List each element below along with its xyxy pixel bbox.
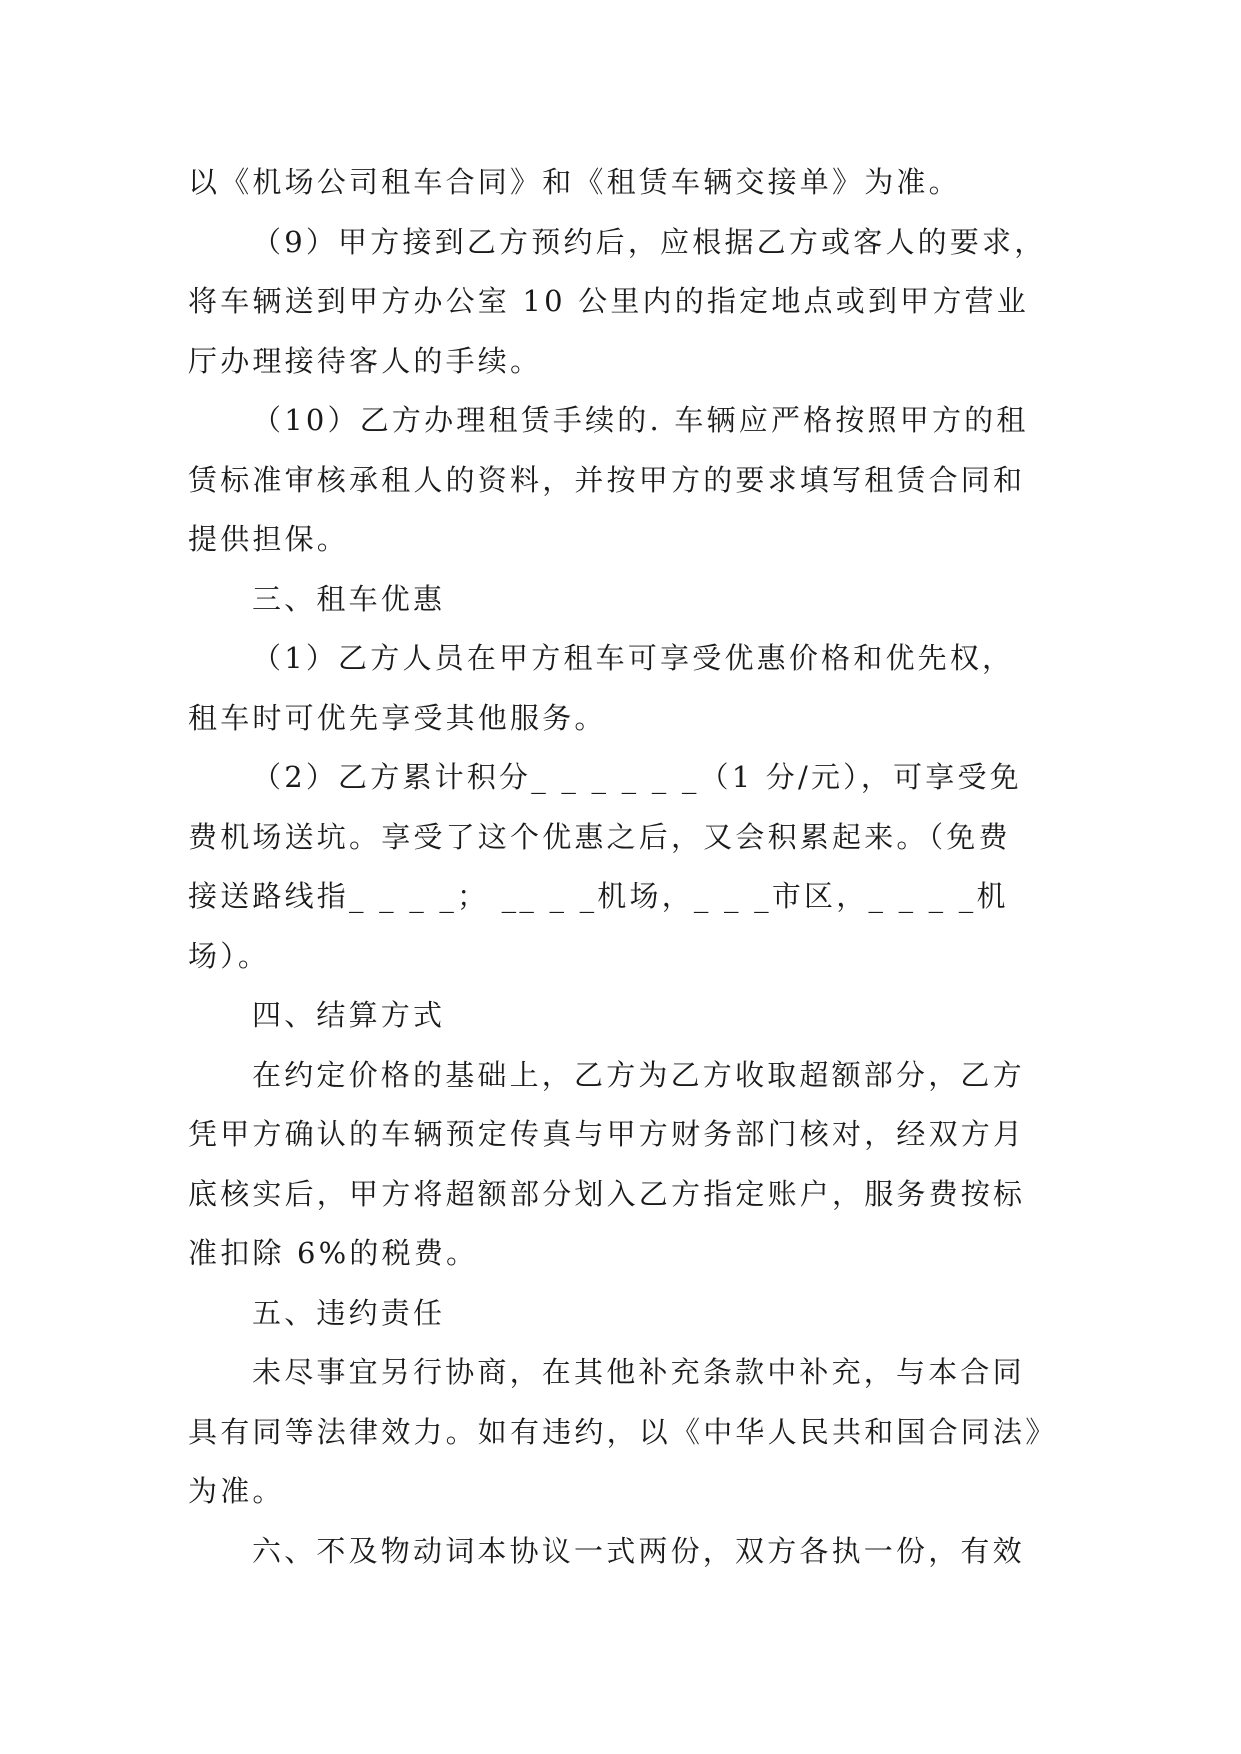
text-line: 赁标准审核承租人的资料，并按甲方的要求填写租赁合同和 — [188, 462, 1026, 497]
text-line: 厅办理接待客人的手续。 — [188, 343, 543, 378]
text-line: 凭甲方确认的车辆预定传真与甲方财务部门核对，经双方月 — [188, 1117, 1026, 1151]
clause-10-line: （10）乙方办理租赁手续的. 车辆应严格按照甲方的租 — [252, 403, 1029, 437]
text-line: 提供担保。 — [188, 522, 350, 556]
section-heading-copies: 六、不及物动词本协议一式两份，双方各执一份，有效 — [252, 1533, 1025, 1568]
text-line: 具有同等法律效力。如有违约，以《中华人民共和国合同法》 — [188, 1414, 1058, 1449]
text-line: 以《机场公司租车合同》和《租赁车辆交接单》为准。 — [188, 165, 961, 199]
section-heading-rental-discount: 三、租车优惠 — [252, 581, 446, 616]
text-line: 场）。 — [188, 938, 271, 973]
clause-2-line: （2）乙方累计积分_ _ _ _ _ _（1 分/元），可享受免 — [252, 760, 1022, 794]
clause-9-line: （9）甲方接到乙方预约后，应根据乙方或客人的要求， — [252, 224, 1047, 259]
paragraph-line: 未尽事宜另行协商，在其他补充条款中补充，与本合同 — [252, 1355, 1025, 1389]
section-heading-settlement: 四、结算方式 — [252, 998, 446, 1032]
paragraph-line: 在约定价格的基础上，乙方为乙方收取超额部分，乙方 — [252, 1057, 1025, 1092]
text-line: 底核实后，甲方将超额部分划入乙方指定账户，服务费按标 — [188, 1176, 1026, 1211]
text-line: 租车时可优先享受其他服务。 — [188, 700, 607, 735]
text-line: 为准。 — [188, 1474, 285, 1508]
text-line: 准扣除 6%的税费。 — [188, 1236, 479, 1270]
text-line: 接送路线指_ _ _ _； __ _ _机场，_ _ _市区，_ _ _ _机 — [188, 879, 1009, 913]
section-heading-liability: 五、违约责任 — [252, 1295, 446, 1330]
text-line: 将车辆送到甲方办公室 10 公里内的指定地点或到甲方营业 — [188, 284, 1029, 318]
text-line: 费机场送坑。享受了这个优惠之后，又会积累起来。（免费 — [188, 819, 1011, 854]
clause-1-line: （1）乙方人员在甲方租车可享受优惠价格和优先权， — [252, 641, 1015, 675]
document-body — [188, 153, 1058, 1581]
